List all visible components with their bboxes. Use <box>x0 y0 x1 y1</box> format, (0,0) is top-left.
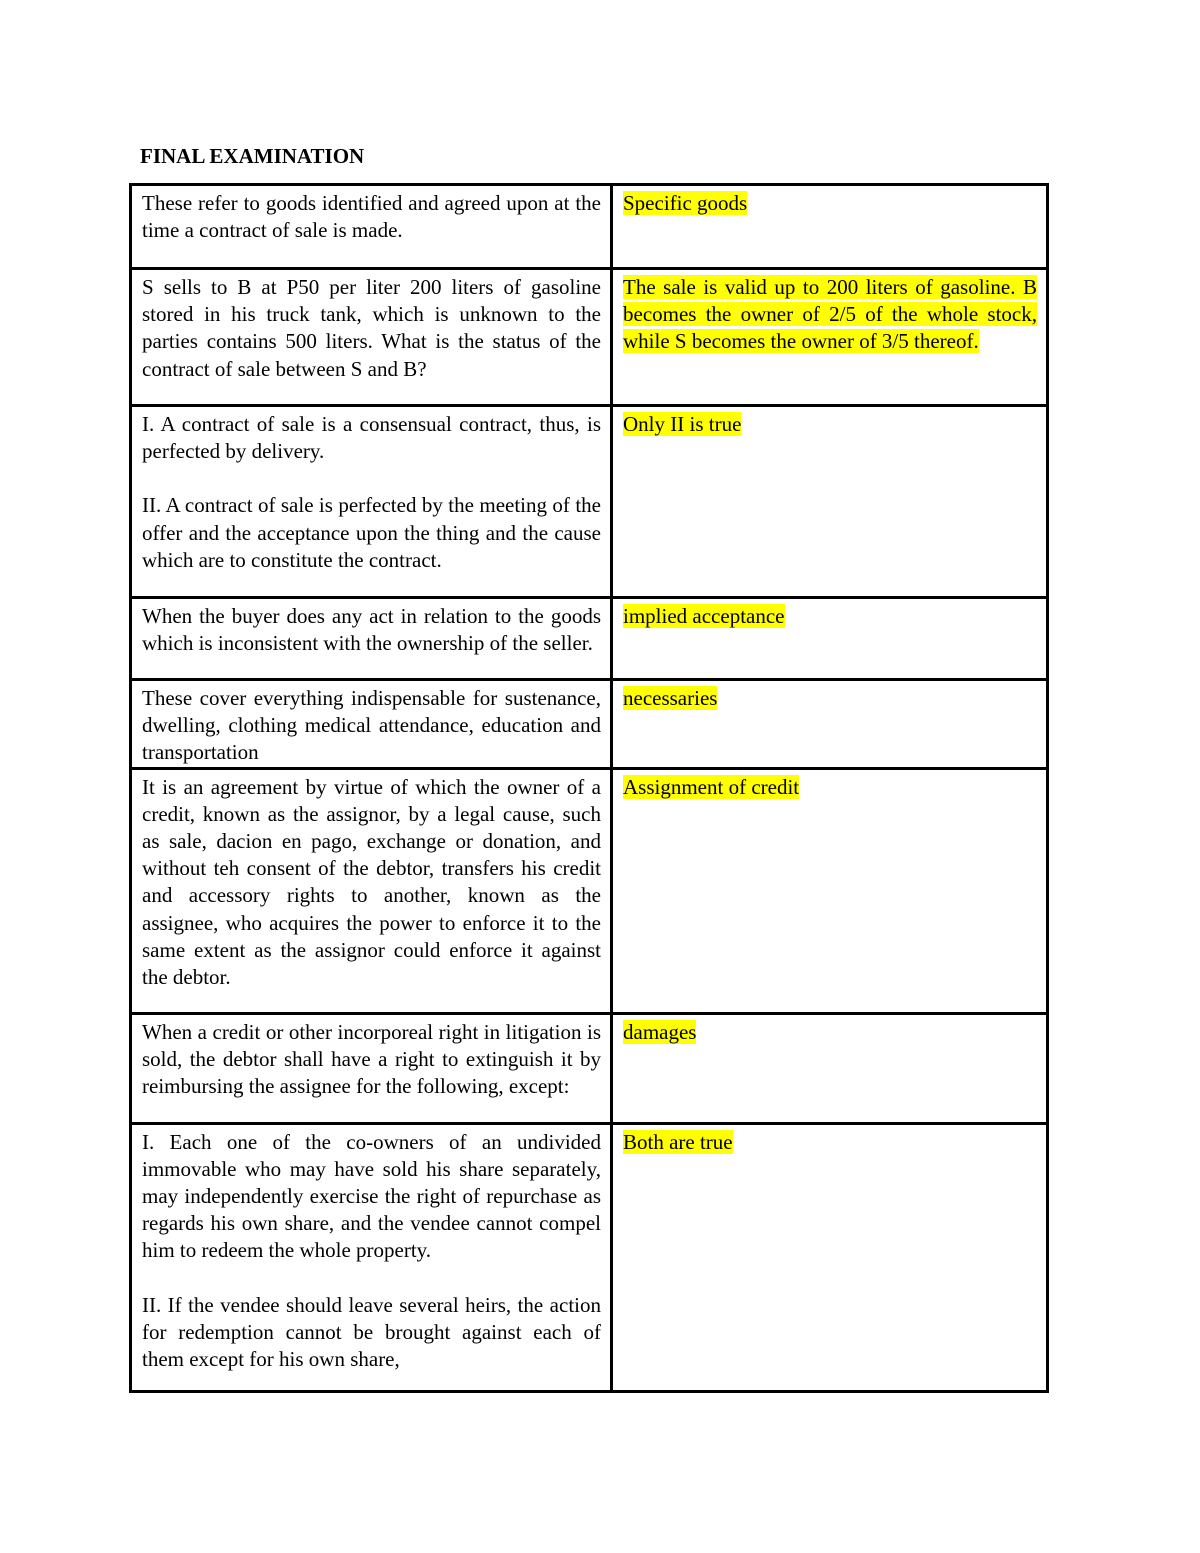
answer-text: Only II is true <box>623 412 742 436</box>
question-text: I. A contract of sale is a consensual contract, thus, is perfected by delivery. <box>142 412 601 464</box>
question-cell <box>131 598 612 680</box>
question-text: S sells to B at P50 per liter 200 liters of gasoline stored in his truck tank, which is unknown to the parties contains 500 liters. What is the status of the contract of sale between S and B? <box>142 275 601 381</box>
question-cell <box>131 185 612 269</box>
answer-text: implied acceptance <box>623 604 785 628</box>
question-text: I. Each one of the co-owners of an undivided immovable who may have sold his share separately, may independently exercise the right of repurchase as regards his own share, and the vendee cannot compel him to redeem the whole property. <box>142 1129 601 1263</box>
answer-cell <box>612 768 1048 1013</box>
table-row <box>131 406 1048 598</box>
table-row <box>131 768 1048 1013</box>
table-row <box>131 680 1048 769</box>
question-text: These refer to goods identified and agreed upon at the time a contract of sale is made. <box>142 191 601 243</box>
question-cell <box>131 269 612 406</box>
answer-cell <box>612 406 1048 598</box>
table-row <box>131 598 1048 680</box>
question-text: These cover everything indispensable for sustenance, dwelling, clothing medical attendance, education and transportation <box>142 686 601 765</box>
answer-text: The sale is valid up to 200 liters of gasoline. B becomes the owner of 2/5 of the whole stock, while S becomes the owner of 3/5 thereof. <box>623 275 1037 354</box>
answer-cell <box>612 269 1048 406</box>
question-cell <box>131 1013 612 1123</box>
question-cell <box>131 680 612 769</box>
table-row <box>131 269 1048 406</box>
answer-text: Both are true <box>623 1129 733 1154</box>
answer-text: Specific goods <box>623 191 748 215</box>
answer-cell <box>612 598 1048 680</box>
answer-cell <box>612 185 1048 269</box>
question-cell <box>131 768 612 1013</box>
question-text: II. If the vendee should leave several heirs, the action for redemption cannot be brought against each of them except for his own share, <box>142 1292 601 1372</box>
table-row <box>131 1013 1048 1123</box>
exam-table <box>129 183 1049 1393</box>
answer-cell <box>612 680 1048 769</box>
answer-text: necessaries <box>623 686 718 710</box>
question-text: When a credit or other incorporeal right in litigation is sold, the debtor shall have a right to extinguish it by reimbursing the assignee for the following, except: <box>142 1019 601 1099</box>
answer-text: damages <box>623 1019 697 1044</box>
question-text: When the buyer does any act in relation to the goods which is inconsistent with the ownership of the seller. <box>142 604 601 656</box>
answer-text: Assignment of credit <box>623 774 800 799</box>
question-text: II. A contract of sale is perfected by the meeting of the offer and the acceptance upon the thing and the cause which are to constitute the contract. <box>142 493 601 572</box>
question-text: It is an agreement by virtue of which the owner of a credit, known as the assignor, by a legal cause, such as sale, dacion en pago, exchange or donation, and without teh consent of the debtor, transfers his credit and accessory rights to another, known as the assignee, who acquires the power to enforce it to the same extent as the assignor could enforce it against the debtor. <box>142 774 601 990</box>
question-cell <box>131 1123 612 1391</box>
question-cell <box>131 406 612 598</box>
table-row <box>131 185 1048 269</box>
page-title: FINAL EXAMINATION <box>140 144 365 168</box>
answer-cell <box>612 1013 1048 1123</box>
answer-cell <box>612 1123 1048 1391</box>
table-row <box>131 1123 1048 1391</box>
